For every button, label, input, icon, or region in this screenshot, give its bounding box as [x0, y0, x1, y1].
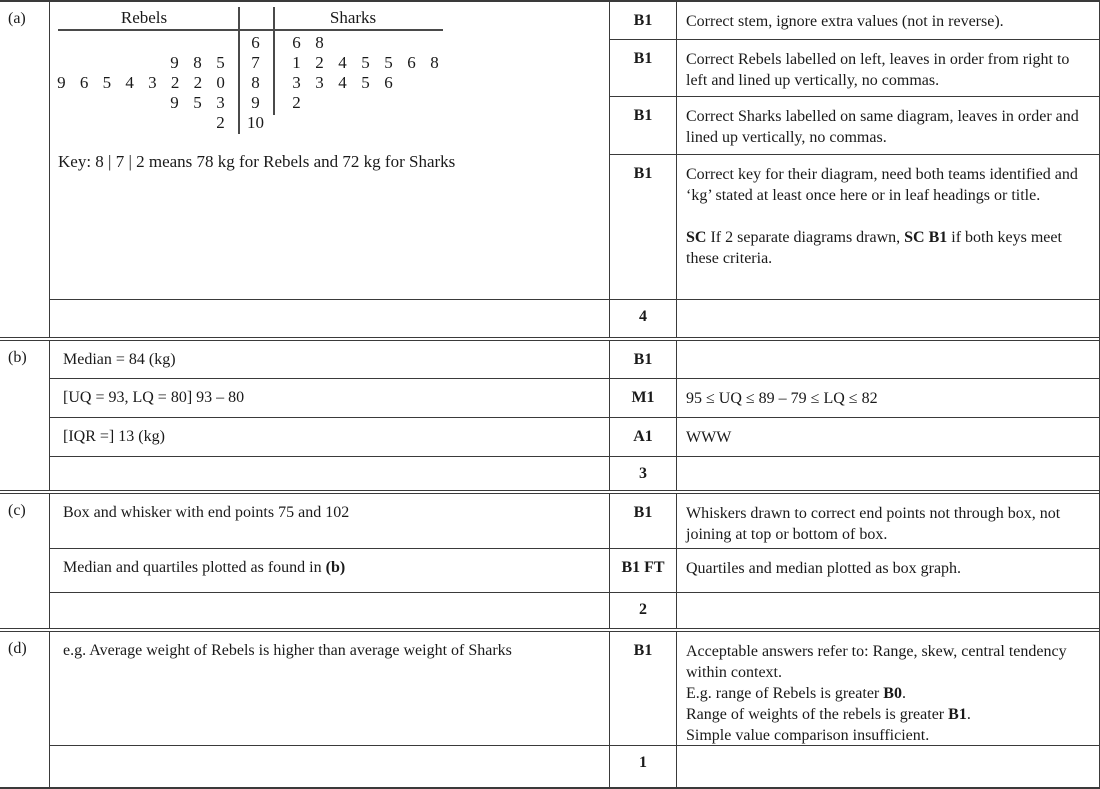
empty-note-cell	[677, 593, 1099, 628]
note-cell: 95 ≤ UQ ≤ 89 – 79 ≤ LQ ≤ 82	[686, 390, 878, 407]
leaf-digit: 9	[170, 53, 179, 72]
total-marks-cell: 1	[610, 746, 677, 787]
note-text: if both keys meet these criteria.	[686, 229, 1062, 267]
stem-leaf-header-rule	[58, 29, 443, 31]
answer-cell: Box and whisker with end points 75 and 102	[50, 494, 610, 548]
leaf-digit: 3	[216, 93, 225, 112]
part-label-d: (d)	[0, 632, 50, 787]
leaf-digit: 5	[102, 73, 112, 92]
mark-cell: B1	[610, 494, 677, 548]
leaf-digit: 1	[292, 53, 301, 72]
note-text: .	[901, 685, 906, 702]
leaf-digit: 3	[315, 73, 324, 92]
note-text: Simple value comparison insufficient.	[686, 727, 930, 744]
note-text: Acceptable answers refer to: Range, skew, central tendency within context.	[686, 643, 1067, 681]
total-marks-cell: 2	[610, 593, 677, 628]
total-marks-cell: 4	[610, 300, 677, 337]
leaf-digit: 2	[292, 93, 301, 112]
note-cell: Correct Sharks labelled on same diagram, leaves in order and lined up vertically, no commas.	[686, 108, 1079, 146]
empty-answer-cell	[50, 593, 610, 628]
stem-value: 6	[251, 33, 260, 52]
stem-leaf-title-sharks: Sharks	[329, 8, 377, 27]
rebels-leaves	[50, 33, 232, 53]
leaf-digit: 5	[216, 53, 225, 72]
section-a	[0, 2, 1099, 337]
leaf-digit: 8	[193, 53, 202, 72]
empty-answer-cell	[50, 300, 610, 337]
leaf-digit: 5	[193, 93, 202, 112]
note-cell	[677, 632, 1099, 745]
sharks-leaves	[279, 33, 610, 53]
note-text: E.g. range of Rebels is greater	[686, 685, 884, 702]
b1-label: B1	[948, 706, 967, 723]
leaf-digit: 5	[384, 53, 393, 72]
mark-cell: B1	[610, 97, 677, 154]
leaf-digit: 3	[148, 73, 157, 92]
stem-leaf-diagram	[50, 2, 610, 300]
leaf-digit: 6	[407, 53, 416, 72]
rebels-leaves	[50, 93, 232, 113]
sc-b1-label: SC B1	[904, 229, 948, 246]
sharks-leaves	[279, 53, 610, 73]
sharks-leaves	[279, 73, 610, 93]
leaf-digit: 8	[430, 53, 439, 72]
note-cell	[677, 341, 1099, 378]
total-marks-cell: 3	[610, 457, 677, 490]
leaf-digit: 0	[216, 73, 225, 92]
empty-answer-cell	[50, 746, 610, 787]
b0-label: B0	[883, 685, 902, 702]
stem-leaf-title-rebels: Rebels	[120, 8, 168, 27]
stem-leaf-row	[50, 73, 610, 93]
sharks-leaves	[279, 93, 610, 113]
leaf-digit: 6	[292, 33, 301, 52]
empty-note-cell	[677, 300, 1099, 337]
stem-leaf-row	[50, 113, 610, 133]
part-b-reference: (b)	[325, 559, 346, 576]
answer-text: Median and quartiles plotted as found in	[63, 559, 326, 576]
stem-value: 10	[247, 113, 264, 132]
part-label-b: (b)	[0, 341, 50, 490]
empty-answer-cell	[50, 457, 610, 490]
section-d	[0, 632, 1099, 787]
leaf-digit: 3	[292, 73, 301, 92]
leaf-digit: 9	[57, 73, 66, 92]
mark-cell: B1	[610, 632, 677, 745]
leaf-digit: 2	[216, 113, 225, 132]
leaf-digit: 5	[361, 53, 370, 72]
stem-leaf-cell	[50, 2, 610, 299]
mark-cell: B1	[610, 341, 677, 378]
note-cell: Correct Rebels labelled on left, leaves in order from right to left and lined up vertically, no commas.	[686, 51, 1070, 89]
note-cell: WWW	[686, 429, 732, 446]
rebels-leaves	[50, 113, 232, 133]
sharks-leaves	[279, 113, 610, 133]
mark-cell: B1	[610, 2, 677, 39]
answer-cell	[50, 549, 610, 592]
note-text: Range of weights of the rebels is greater	[686, 706, 949, 723]
leaf-digit: 8	[315, 33, 324, 52]
part-label-c: (c)	[0, 494, 50, 628]
note-cell: Correct stem, ignore extra values (not in reverse).	[686, 13, 1004, 30]
stem-leaf-row	[50, 33, 610, 53]
mark-cell: B1	[610, 40, 677, 96]
answer-cell: [IQR =] 13 (kg)	[50, 418, 610, 456]
leaf-digit: 6	[384, 73, 393, 92]
stem-value: 9	[251, 93, 260, 112]
note-cell	[677, 155, 1099, 299]
leaf-digit: 6	[79, 73, 89, 92]
mark-cell: M1	[610, 379, 677, 417]
leaf-digit: 4	[125, 73, 134, 92]
note-text: .	[966, 706, 971, 723]
leaf-digit: 9	[170, 93, 179, 112]
empty-note-cell	[677, 746, 1099, 787]
empty-note-cell	[677, 457, 1099, 490]
note-cell: Quartiles and median plotted as box graph.	[686, 560, 962, 577]
mark-cell: B1	[610, 155, 677, 299]
stem-value: 7	[251, 53, 260, 72]
leaf-digit: 4	[338, 53, 347, 72]
leaf-digit: 2	[170, 73, 180, 92]
section-c	[0, 494, 1099, 628]
answer-cell: Median = 84 (kg)	[50, 341, 610, 378]
stem-leaf-row	[50, 93, 610, 113]
answer-cell: [UQ = 93, LQ = 80] 93 – 80	[50, 379, 610, 417]
leaf-digit: 4	[338, 73, 347, 92]
leaf-digit: 2	[315, 53, 324, 72]
leaf-digit: 5	[361, 73, 370, 92]
stem-leaf-rows	[50, 33, 610, 133]
stem-leaf-row	[50, 53, 610, 73]
leaf-digit: 2	[193, 73, 203, 92]
sc-label: SC	[686, 229, 707, 246]
note-text: Correct key for their diagram, need both teams identified and ‘kg’ stated at least once here or in leaf headings or title.	[686, 166, 1078, 204]
rebels-leaves	[50, 53, 232, 73]
section-b	[0, 341, 1099, 490]
part-label-a: (a)	[0, 2, 50, 337]
mark-cell: B1 FT	[610, 549, 677, 592]
note-text: If 2 separate diagrams drawn,	[706, 229, 905, 246]
note-cell: Whiskers drawn to correct end points not through box, not joining at top or bottom of box.	[686, 505, 1061, 543]
rebels-leaves	[50, 73, 232, 93]
mark-cell: A1	[610, 418, 677, 456]
stem-leaf-key: Key: 8 | 7 | 2 means 78 kg for Rebels and 72 kg for Sharks	[58, 152, 456, 171]
answer-cell: e.g. Average weight of Rebels is higher than average weight of Sharks	[50, 632, 610, 745]
stem-value: 8	[251, 73, 260, 92]
